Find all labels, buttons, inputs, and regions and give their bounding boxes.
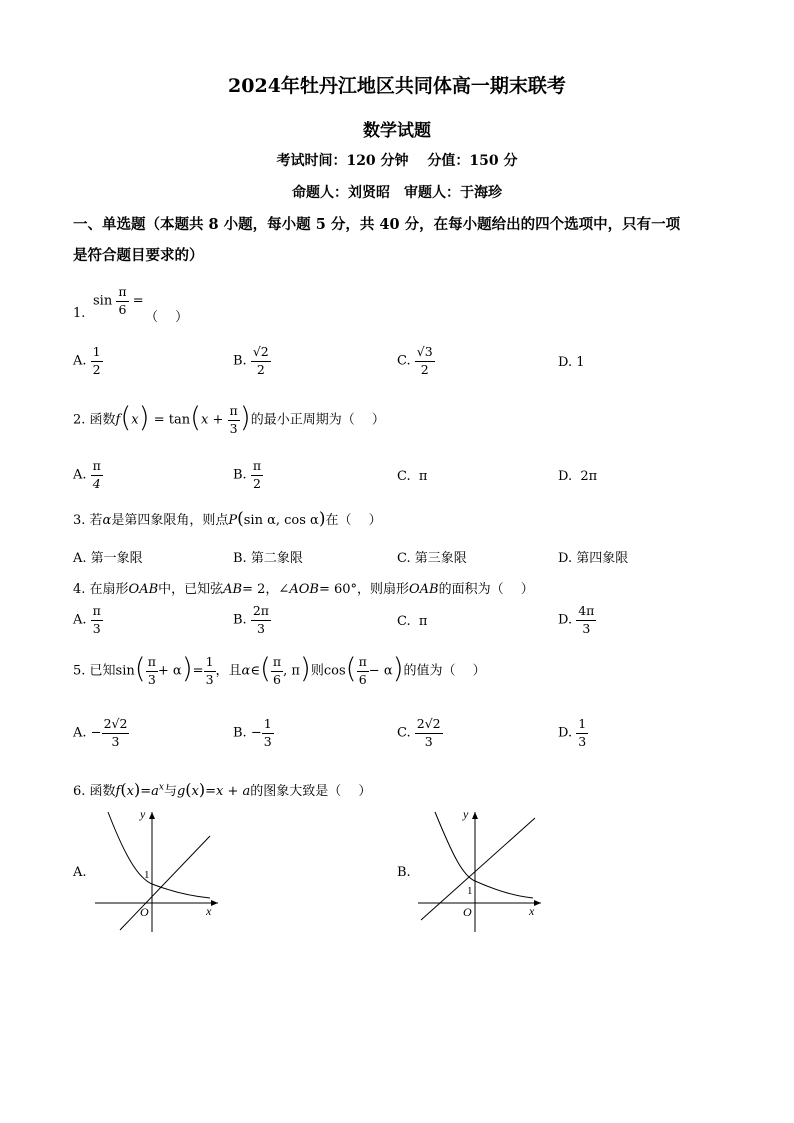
q4-option-d: D. $\frac{4\pi}{3}$ — [558, 603, 595, 636]
q1-fraction: $\frac{\pi}{6}$ — [118, 284, 127, 317]
q4-option-c: C. π — [397, 614, 428, 629]
q1-sin: sin — [93, 293, 113, 309]
section-heading: 一、单选题（本题共 8 小题，每小题 5 分，共 40 分，在每小题给出的四个选项中，只有一项 — [73, 216, 681, 233]
subject-title: 数学试题 — [363, 121, 431, 141]
q5-option-b: B. − $\frac{1}{3}$ — [233, 716, 272, 749]
y-label: y — [463, 808, 469, 821]
q1-paren: （ ） — [145, 310, 189, 325]
x-label: x — [206, 904, 212, 918]
q1-option-a: A. $\frac{1}{2}$ — [73, 344, 101, 377]
line-graph — [421, 818, 535, 920]
q6-text: 6. 函数$f(x)=a^x$与g(x)=x + a的图象大致是（ ） — [73, 780, 372, 799]
q3-option-d: D. 第四象限 — [558, 551, 629, 566]
exp-curve — [435, 812, 533, 898]
y-label: y — [140, 808, 146, 821]
q6-option-a-label: A. — [73, 865, 87, 880]
exam-title: 2024年牡丹江地区共同体高一期末联考 — [228, 75, 566, 97]
one-label: 1 — [144, 869, 150, 881]
q1-option-b: B. $\frac{√2}{2}$ — [233, 344, 269, 377]
q2-option-a: A. $\frac{\pi}{4}$ — [73, 458, 101, 491]
q2-option-b: B. $\frac{\pi}{2}$ — [233, 458, 262, 491]
q4-text: 4. 在扇形OAB中，已知弦AB= 2，∠AOB= 60°，则扇形OAB的面积为（ ） — [73, 582, 534, 597]
line-graph — [120, 836, 210, 930]
q2-option-c: C. π — [397, 469, 428, 484]
y-arrow-icon — [472, 812, 478, 819]
q6-graph-b — [413, 808, 543, 936]
q5-option-c: C. $\frac{2√2}{3}$ — [397, 716, 441, 749]
q3-option-c: C. 第三象限 — [397, 551, 467, 566]
q1-number: 1. — [73, 306, 86, 321]
x-arrow-icon — [211, 900, 218, 906]
q1-expression: sin $\frac{\pi}{6}$ = — [93, 284, 144, 317]
x-label: x — [529, 904, 535, 918]
x-arrow-icon — [534, 900, 541, 906]
q4-option-a: A. $\frac{\pi}{3}$ — [73, 603, 101, 636]
authors-line: 命题人：刘贤昭 审题人：于海珍 — [292, 185, 502, 201]
q4-option-b: B. $\frac{2\pi}{3}$ — [233, 603, 269, 636]
origin-label: O — [140, 905, 149, 919]
exp-curve — [108, 812, 210, 898]
q5-option-a: A. − $\frac{2√2}{3}$ — [73, 716, 128, 749]
q1-option-c: C. $\frac{√3}{2}$ — [397, 344, 433, 377]
q3-text: 3. 若α是第四象限角，则点P(sin α, cos α)在（ ） — [73, 509, 382, 529]
q2-text: 2. 函数f(x) = tan(x + $\frac{\pi}{3}$ )的最小正周期为（ ） — [73, 400, 385, 436]
q5-option-d: D. $\frac{1}{3}$ — [558, 716, 587, 749]
section-heading-cont: 是符合题目要求的） — [73, 247, 204, 264]
q3-option-a: A. 第一象限 — [73, 551, 143, 566]
q1-option-d: D. 1 — [558, 355, 585, 370]
origin-label: O — [463, 905, 472, 919]
q3-option-b: B. 第二象限 — [233, 551, 303, 566]
q6-option-b-label: B. — [397, 865, 411, 880]
q2-option-d: D. 2π — [558, 469, 598, 484]
one-label: 1 — [467, 885, 473, 897]
q6-graph-a — [90, 808, 220, 936]
exam-info: 考试时间：120 分钟 分值：150 分 — [276, 153, 518, 169]
q5-text: 5. 已知sin( $\frac{\pi}{3}$ + α)= $\frac{1}{3}$ ，且α∈( $\frac{\pi}{6}$ , π)则cos( $\frac{\pi}{6}$ − α)的值为（ ） — [73, 651, 486, 687]
y-arrow-icon — [149, 812, 155, 819]
